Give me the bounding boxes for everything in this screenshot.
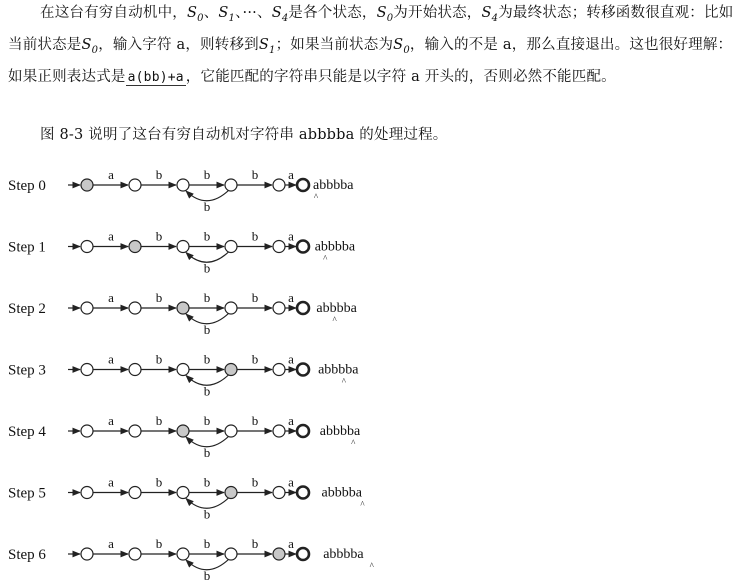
state-node [273, 548, 285, 560]
state-node [225, 487, 237, 499]
text: 、···、 [235, 5, 272, 21]
step-label: Step 6 [8, 547, 46, 563]
accept-state-node [297, 241, 309, 253]
step-label: Step 3 [8, 362, 46, 379]
input-caret: ^ [323, 253, 328, 264]
loop-label: b [203, 199, 211, 214]
input-caret: ^ [332, 315, 337, 325]
step-row-6 [8, 536, 375, 583]
input-string: abbbba [323, 547, 364, 562]
step-label: Step 0 [8, 178, 46, 194]
state-node [177, 179, 189, 191]
state-node [273, 302, 285, 314]
transition-label: a [288, 536, 294, 551]
transition-label: b [155, 290, 163, 305]
input-string: abbbba [318, 362, 359, 378]
step-label: Step 2 [8, 301, 46, 317]
text: ，它能匹配的字符串只能是以字符 a 开头的，否则必然不能匹配。 [185, 68, 616, 85]
loop-label: b [203, 568, 211, 583]
state-s0: $S_0$ [393, 36, 410, 56]
accept-state-node [297, 302, 309, 314]
input-caret: ^ [313, 192, 319, 202]
transition-label: b [155, 167, 163, 182]
text: 为最终状态；转移函数很直观：比如当前状态是 [8, 5, 734, 53]
transition-label: b [251, 413, 259, 428]
state-node [225, 241, 237, 253]
state-node [273, 425, 285, 437]
transition-label: b [251, 228, 259, 244]
state-node [225, 179, 237, 191]
transition-label: b [203, 351, 211, 367]
state-node [129, 425, 141, 437]
step-row-0 [8, 167, 354, 214]
state-node [129, 364, 141, 376]
state-node [81, 425, 93, 437]
state-node [177, 241, 189, 253]
transition-label: b [203, 167, 211, 182]
step-label: Step 1 [8, 239, 46, 256]
state-node [225, 364, 237, 376]
transition-label: a [288, 474, 294, 490]
input-caret: ^ [369, 561, 374, 571]
loop-label: b [203, 322, 211, 337]
state-node [273, 179, 285, 191]
transition-label: a [288, 167, 294, 182]
transition-label: b [203, 474, 211, 490]
transition-label: a [288, 413, 294, 428]
input-string: abbbba [316, 301, 357, 316]
transition-label: a [108, 167, 114, 182]
state-s0: $S_0$ [81, 36, 99, 56]
loop-label: b [203, 506, 211, 522]
state-node [129, 302, 141, 314]
input-string: abbbba [313, 178, 354, 193]
state-node [273, 241, 285, 253]
accept-state-node [297, 179, 309, 191]
transition-label: b [251, 536, 259, 551]
state-node [81, 179, 93, 191]
state-node [81, 241, 93, 253]
step-row-4 [8, 413, 361, 460]
transition-label: a [108, 413, 114, 428]
state-node [81, 364, 93, 376]
transition-label: b [155, 536, 163, 551]
step-row-3 [8, 352, 359, 399]
transition-label: a [108, 536, 114, 551]
state-node [225, 302, 237, 314]
text: ，输入字符 a，则转移到 [98, 36, 259, 53]
state-s1: $S_1$ [258, 36, 276, 56]
transition-label: b [155, 413, 163, 428]
step-label: Step 4 [8, 424, 46, 440]
step-row-2 [8, 290, 358, 337]
step-row-5 [8, 475, 365, 522]
input-caret: ^ [341, 376, 347, 387]
input-string: abbbba [321, 485, 362, 501]
input-string: abbbba [314, 239, 356, 255]
state-node [273, 364, 285, 376]
step-row-1 [8, 229, 356, 276]
transition-label: a [288, 228, 294, 244]
accept-state-node [297, 364, 309, 376]
input-string: abbbba [319, 424, 361, 439]
state-node [129, 179, 141, 191]
transition-label: b [203, 536, 211, 551]
transition-label: b [203, 413, 211, 428]
regex-code: a(bb)+a [127, 69, 184, 85]
accept-state-node [297, 425, 309, 437]
state-node [177, 302, 189, 314]
transition-label: b [203, 290, 211, 305]
loop-label: b [203, 445, 211, 460]
transition-label: b [251, 351, 259, 367]
state-node [273, 487, 285, 499]
text: 、 [203, 5, 219, 21]
paragraph-figure-ref: 图 8-3 说明了这台有穷自动机对字符串 abbbba 的处理过程。 [40, 127, 448, 143]
transition-label: b [155, 474, 163, 490]
paragraph-intro [8, 0, 746, 91]
transition-label: a [108, 474, 114, 490]
state-s0: $S_0$ [187, 5, 204, 24]
text: 是各个状态， [288, 5, 377, 21]
text: 为开始状态， [393, 5, 482, 21]
state-node [81, 487, 93, 499]
state-s1: $S_1$ [218, 5, 236, 24]
state-s4: $S_4$ [481, 5, 499, 24]
state-node [177, 548, 189, 560]
transition-label: b [155, 351, 163, 367]
transition-label: b [251, 167, 259, 182]
state-node [177, 487, 189, 499]
step-label: Step 5 [8, 485, 46, 502]
fsm-step-diagrams [0, 160, 753, 585]
accept-state-node [297, 487, 309, 499]
state-node [129, 241, 141, 253]
text: ；如果当前状态为 [275, 36, 394, 53]
state-node [225, 548, 237, 560]
state-node [177, 364, 189, 376]
transition-label: a [288, 351, 294, 367]
text: ，输入的不是 a，那么直接退出。这也很好理解：如果正则表达式是 [8, 36, 733, 85]
transition-label: b [251, 290, 259, 305]
text: 在这台有穷自动机中， [40, 5, 187, 21]
transition-label: a [288, 290, 294, 305]
state-node [81, 548, 93, 560]
state-node [177, 425, 189, 437]
loop-label: b [203, 383, 211, 399]
state-s4: $S_4$ [271, 5, 289, 24]
state-node [129, 487, 141, 499]
transition-label: b [155, 228, 163, 244]
state-s0: $S_0$ [376, 5, 394, 24]
state-node [129, 548, 141, 560]
transition-label: a [108, 228, 114, 244]
state-node [81, 302, 93, 314]
transition-label: b [203, 228, 211, 244]
transition-label: a [108, 351, 114, 367]
loop-label: b [203, 260, 211, 276]
state-node [225, 425, 237, 437]
transition-label: a [108, 290, 114, 305]
input-caret: ^ [360, 499, 365, 510]
input-caret: ^ [351, 438, 356, 448]
accept-state-node [297, 548, 309, 560]
transition-label: b [251, 474, 259, 490]
